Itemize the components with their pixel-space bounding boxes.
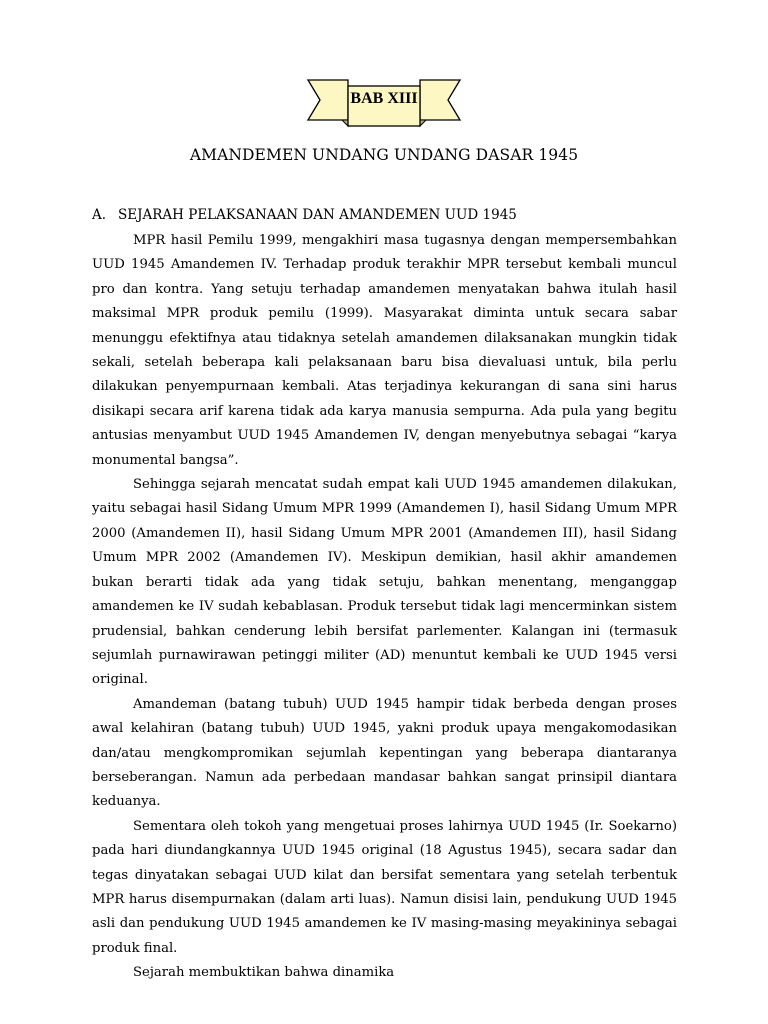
paragraph: Sejarah membuktikan bahwa dinamika: [133, 965, 395, 981]
paragraph: Amandeman (batang tubuh) UUD 1945 hampir tidak berbeda dengan proses awal kelahiran (batang tubuh) UUD 1945, yakni produk upaya mengakomodasikan dan/atau mengkompromikan sejumlah kepentingan yang beberapa diantaranya berseberangan. Namun ada perbedaan mandasar bahkan sangat prinsipil diantara keduanya.: [92, 696, 677, 810]
chapter-label: BAB XIII: [350, 90, 418, 107]
body-text: [92, 229, 677, 986]
paragraph: Sementara oleh tokoh yang mengetuai proses lahirnya UUD 1945 (Ir. Soekarno) pada hari diundangkannya UUD 1945 original (18 Agustus 1945), secara sadar dan tegas dinyatakan sebagai UUD kilat dan bersifat sementara yang setelah terbentuk MPR harus disempurnakan (dalam arti luas). Namun disisi lain, pendukung UUD 1945 asli dan pendukung UUD 1945 amandemen ke IV masing-masing meyakininya sebagai produk final.: [92, 818, 677, 956]
chapter-title: AMANDEMEN UNDANG UNDANG DASAR 1945: [189, 146, 579, 164]
section-title: SEJARAH PELAKSANAAN DAN AMANDEMEN UUD 1945: [118, 207, 517, 223]
paragraph: Sehingga sejarah mencatat sudah empat kali UUD 1945 amandemen dilakukan, yaitu sebagai hasil Sidang Umum MPR 1999 (Amandemen I), hasil Sidang Umum MPR 2000 (Amandemen II), hasil Sidang Umum MPR 2001 (Amandemen III), hasil Sidang Umum MPR 2002 (Amandemen IV). Meskipun demikian, hasil akhir amandemen bukan berarti tidak ada yang tidak setuju, bahkan menentang, menganggap amandemen ke IV sudah kebablasan. Produk tersebut tidak lagi mencerminkan sistem prudensial, bahkan cenderung lebih bersifat parlementer. Kalangan ini (termasuk sejumlah purnawirawan petinggi militer (AD) menuntut kembali ke UUD 1945 versi original.: [92, 477, 677, 688]
ribbon-left-tail: [308, 80, 348, 120]
paragraph: MPR hasil Pemilu 1999, mengakhiri masa tugasnya dengan mempersembahkan UUD 1945 Amandemen IV. Terhadap produk terakhir MPR tersebut kembali muncul pro dan kontra. Yang setuju terhadap amandemen menyatakan bahwa itulah hasil maksimal MPR produk pemilu (1999). Masyarakat diminta untuk secara sabar menunggu efektifnya atau tidaknya setelah amandemen dilaksanakan mungkin tidak sekali, setelah beberapa kali pelaksanaan baru bisa dievaluasi untuk, bila perlu dilakukan penyempurnaan kembali. Atas terjadinya kekurangan di sana sini harus disikapi secara arif karena tidak ada karya manusia sempurna. Ada pula yang begitu antusias menyambut UUD 1945 Amandemen IV, dengan menyebutnya sebagai “karya monumental bangsa”.: [92, 233, 677, 468]
chapter-banner: [306, 74, 462, 132]
section-number: A.: [92, 207, 107, 223]
ribbon-right-fold: [420, 120, 426, 126]
section-heading: [92, 205, 517, 225]
ribbon-left-fold: [342, 120, 348, 126]
ribbon-right-tail: [420, 80, 460, 120]
